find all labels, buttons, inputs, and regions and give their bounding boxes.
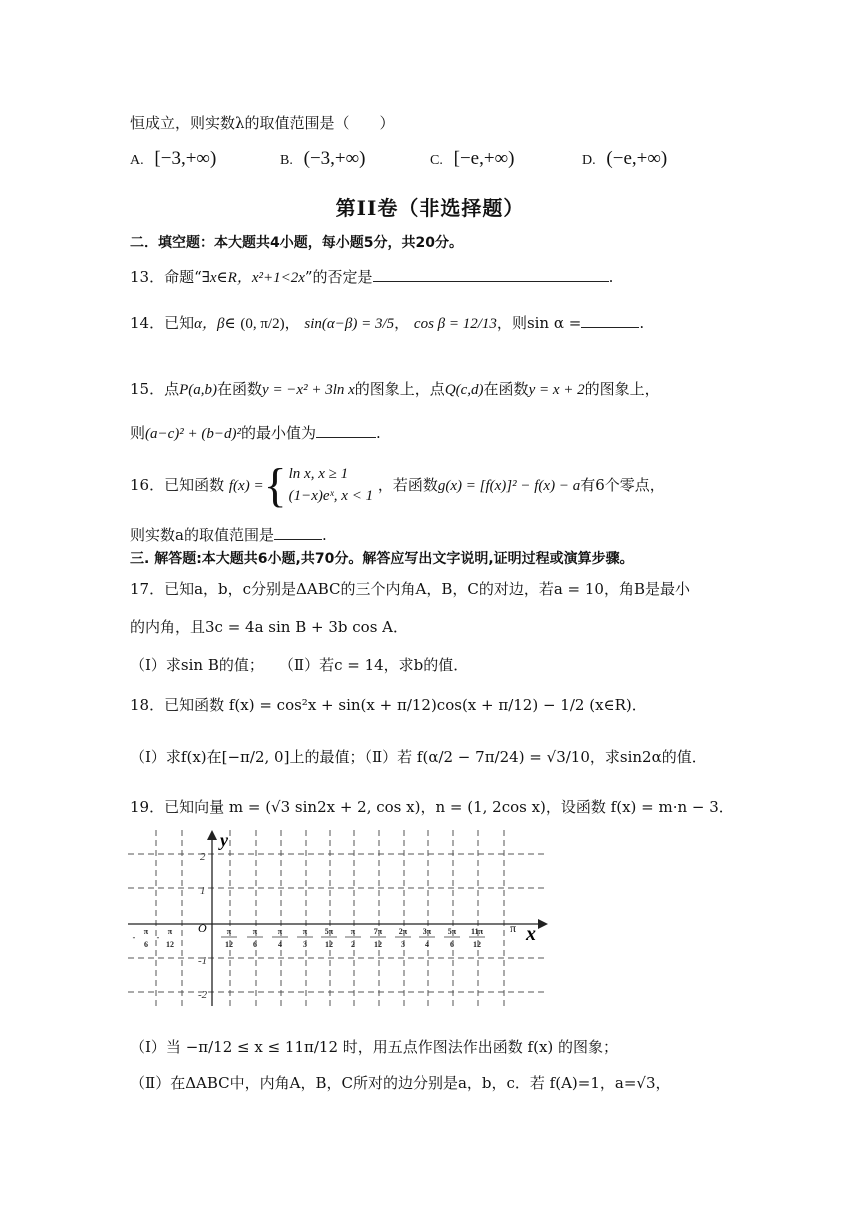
x-tick-numerator: π bbox=[252, 927, 258, 936]
question-18-line2: （Ⅰ）求f(x)在[−π/2, 0]上的最值；（Ⅱ）若 f(α/2 − 7π/24) = √3/10，求sin2α的值． bbox=[130, 748, 707, 766]
q15-text-a: 点 bbox=[164, 380, 180, 398]
q15-text-c: 的图象上，点 bbox=[354, 380, 445, 398]
q17-line1: 已知a，b，c分别是ΔABC的三个内角A，B，C的对边，若a = 10，角B是最小 bbox=[164, 580, 690, 598]
x-tick-denominator: 4 bbox=[278, 940, 282, 949]
option-label: B. bbox=[280, 153, 293, 168]
x-tick-sign: - bbox=[132, 933, 136, 942]
x-tick-denominator: 12 bbox=[374, 940, 382, 949]
q19-number: 19． bbox=[130, 798, 165, 816]
x-tick-denominator: 12 bbox=[166, 940, 174, 949]
q13-math: ∃x∈R，x²+1<2x bbox=[201, 270, 305, 286]
q15-text-d: 在函数 bbox=[483, 380, 529, 398]
x-tick-numerator: 5π bbox=[447, 927, 457, 936]
q15-func1: y = −x² + 3ln x bbox=[262, 382, 355, 398]
question-19-part1: （Ⅰ）当 −π/12 ≤ x ≤ 11π/12 时，用五点作图法作出函数 f(x) 的图象； bbox=[130, 1038, 619, 1056]
x-tick-denominator: 3 bbox=[401, 940, 405, 949]
q14-cond1: sin(α−β) = 3/5 bbox=[304, 316, 395, 332]
y-tick-1: 1 bbox=[200, 885, 206, 897]
option-value: [−3,+∞) bbox=[154, 148, 217, 169]
section2-heading: 二．填空题：本大题共4小题，每小题5分，共20分。 bbox=[130, 235, 463, 251]
question-17-line2: 的内角，且3c = 4a sin B + 3b cos A． bbox=[130, 618, 408, 636]
piecewise-function bbox=[228, 459, 374, 512]
option-value: (−3,+∞) bbox=[303, 148, 366, 169]
axes bbox=[128, 834, 538, 1006]
q14-pre: 已知 bbox=[164, 314, 195, 332]
y-tick-neg2: -2 bbox=[198, 989, 208, 1001]
q15-text-g: 的最小值为 bbox=[241, 424, 317, 442]
q15-text-e: 的图象上， bbox=[584, 380, 660, 398]
q13-pre: 命题“ bbox=[164, 268, 202, 286]
answer-blank[interactable] bbox=[373, 280, 609, 282]
q16-post: 有6个零点， bbox=[580, 476, 665, 494]
q14-alpha-beta: α，β∈ bbox=[194, 316, 236, 332]
x-axis-arrow-icon bbox=[538, 919, 548, 929]
x-tick-numerator: π bbox=[167, 927, 173, 936]
x-tick-denominator: 6 bbox=[450, 940, 454, 949]
x-tick-numerator: π bbox=[143, 927, 149, 936]
question-17-line1 bbox=[130, 578, 690, 599]
origin-label: O bbox=[198, 921, 207, 935]
q13-post: ”的否定是 bbox=[304, 268, 373, 286]
x-tick-numerator: 11π bbox=[471, 927, 483, 936]
x-tick-sign: - bbox=[156, 933, 160, 942]
q16-pre: 已知函数 bbox=[164, 476, 225, 494]
grid-lines bbox=[128, 830, 548, 1006]
q19-line1: 已知向量 m = (√3 sin2x + 2, cos x)，n = (1, 2cos x)，设函数 f(x) = m·n − 3． bbox=[164, 798, 734, 816]
option-label: A. bbox=[130, 153, 144, 168]
pi-tick-label: π bbox=[510, 921, 517, 935]
q15-point-p: P(a,b) bbox=[179, 382, 218, 398]
brace-icon: { bbox=[263, 459, 287, 512]
x-tick-denominator: 6 bbox=[144, 940, 148, 949]
y-tick-2: 2 bbox=[200, 851, 206, 863]
q12-option-a bbox=[130, 148, 216, 170]
q12-stem: 恒成立，则实数λ的取值范围是（ ） bbox=[130, 114, 395, 132]
q14-cond2: cos β = 12/13 bbox=[413, 316, 497, 332]
q12-option-d bbox=[582, 148, 667, 170]
question-15-line2: 则(a−c)² + (b−d)²的最小值为 . bbox=[130, 424, 381, 442]
question-16-line2: 则实数a的取值范围是 . bbox=[130, 526, 327, 544]
q14-ask: 则sin α = bbox=[511, 314, 582, 332]
question-17-line3: （Ⅰ）求sin B的值； （Ⅱ）若c = 14，求b的值． bbox=[130, 656, 469, 674]
option-label: C. bbox=[430, 153, 443, 168]
section3-heading: 三. 解答题:本大题共6小题,共70分。解答应写出文字说明,证明过程或演算步骤。 bbox=[130, 551, 634, 567]
q15-number: 15． bbox=[130, 380, 165, 398]
q16-mid: ，若函数 bbox=[377, 476, 438, 494]
option-value: [−e,+∞) bbox=[453, 148, 515, 169]
question-19-part2: （Ⅱ）在ΔABC中，内角A，B，C所对的边分别是a，b，c．若 f(A)=1，a=√3， bbox=[130, 1074, 671, 1092]
q18-line1: 已知函数 f(x) = cos²x + sin(x + π/12)cos(x + π/12) − 1/2 (x∈R)． bbox=[164, 696, 647, 714]
answer-blank[interactable] bbox=[581, 326, 639, 328]
x-tick-numerator: π bbox=[226, 927, 232, 936]
y-tick-neg1: -1 bbox=[198, 955, 208, 967]
q15-func2: y = x + 2 bbox=[528, 382, 585, 398]
question-18-line1 bbox=[130, 694, 647, 715]
q18-number: 18． bbox=[130, 696, 165, 714]
part2-title: 第II卷（非选择题） bbox=[335, 196, 525, 220]
x-tick-denominator: 2 bbox=[351, 940, 355, 949]
y-axis-arrow-icon bbox=[207, 830, 217, 840]
q14-number: 14． bbox=[130, 314, 165, 332]
x-tick-denominator: 12 bbox=[225, 940, 233, 949]
option-label: D. bbox=[582, 153, 596, 168]
q16-case1: ln x, x ≥ 1 bbox=[288, 466, 349, 483]
q16-line2: 则实数a的取值范围是 bbox=[130, 526, 274, 544]
q17-number: 17． bbox=[130, 580, 165, 598]
x-axis-label: x bbox=[526, 923, 536, 945]
q14-interval: (0, π/2) bbox=[240, 316, 285, 332]
y-axis-label: y bbox=[220, 830, 228, 850]
q16-number: 16． bbox=[130, 476, 165, 494]
x-tick-denominator: 12 bbox=[473, 940, 481, 949]
x-tick-numerator: 5π bbox=[324, 927, 334, 936]
q15-point-q: Q(c,d) bbox=[444, 382, 484, 398]
answer-blank[interactable] bbox=[316, 436, 376, 438]
question-13: 13．命题“∃x∈R，x²+1<2x”的否定是 . bbox=[130, 268, 614, 286]
question-19-line1 bbox=[130, 796, 734, 817]
x-tick-numerator: 3π bbox=[422, 927, 432, 936]
answer-blank[interactable] bbox=[274, 538, 322, 540]
question-15-line1 bbox=[130, 378, 660, 399]
x-tick-numerator: π bbox=[302, 927, 308, 936]
x-tick-labels bbox=[133, 927, 485, 949]
x-tick-numerator: π bbox=[350, 927, 356, 936]
q12-option-b bbox=[280, 148, 366, 170]
option-value: (−e,+∞) bbox=[606, 148, 668, 169]
coordinate-grid bbox=[128, 830, 548, 1010]
q16-case2: (1−x)eˣ, x < 1 bbox=[288, 488, 374, 504]
x-tick-denominator: 6 bbox=[253, 940, 257, 949]
x-tick-numerator: π bbox=[277, 927, 283, 936]
x-tick-denominator: 12 bbox=[325, 940, 333, 949]
question-16-line1 bbox=[130, 459, 665, 512]
q12-option-c bbox=[430, 148, 514, 170]
q16-gx: g(x) = [f(x)]² − f(x) − a bbox=[437, 478, 581, 494]
piecewise-cases bbox=[289, 464, 373, 508]
q16-fx: f(x) = bbox=[228, 477, 264, 494]
q15-text-f: 则 bbox=[130, 424, 146, 442]
x-tick-numerator: 2π bbox=[398, 927, 408, 936]
x-tick-denominator: 3 bbox=[303, 940, 307, 949]
q13-number: 13． bbox=[130, 268, 165, 286]
question-14: 14．已知α，β∈ (0, π/2)， sin(α−β) = 3/5， cos β = 12/13，则sin α = . bbox=[130, 314, 645, 332]
x-tick-numerator: 7π bbox=[373, 927, 383, 936]
q15-text-b: 在函数 bbox=[217, 380, 263, 398]
x-tick-denominator: 4 bbox=[425, 940, 429, 949]
q15-expr: (a−c)² + (b−d)² bbox=[145, 426, 242, 442]
